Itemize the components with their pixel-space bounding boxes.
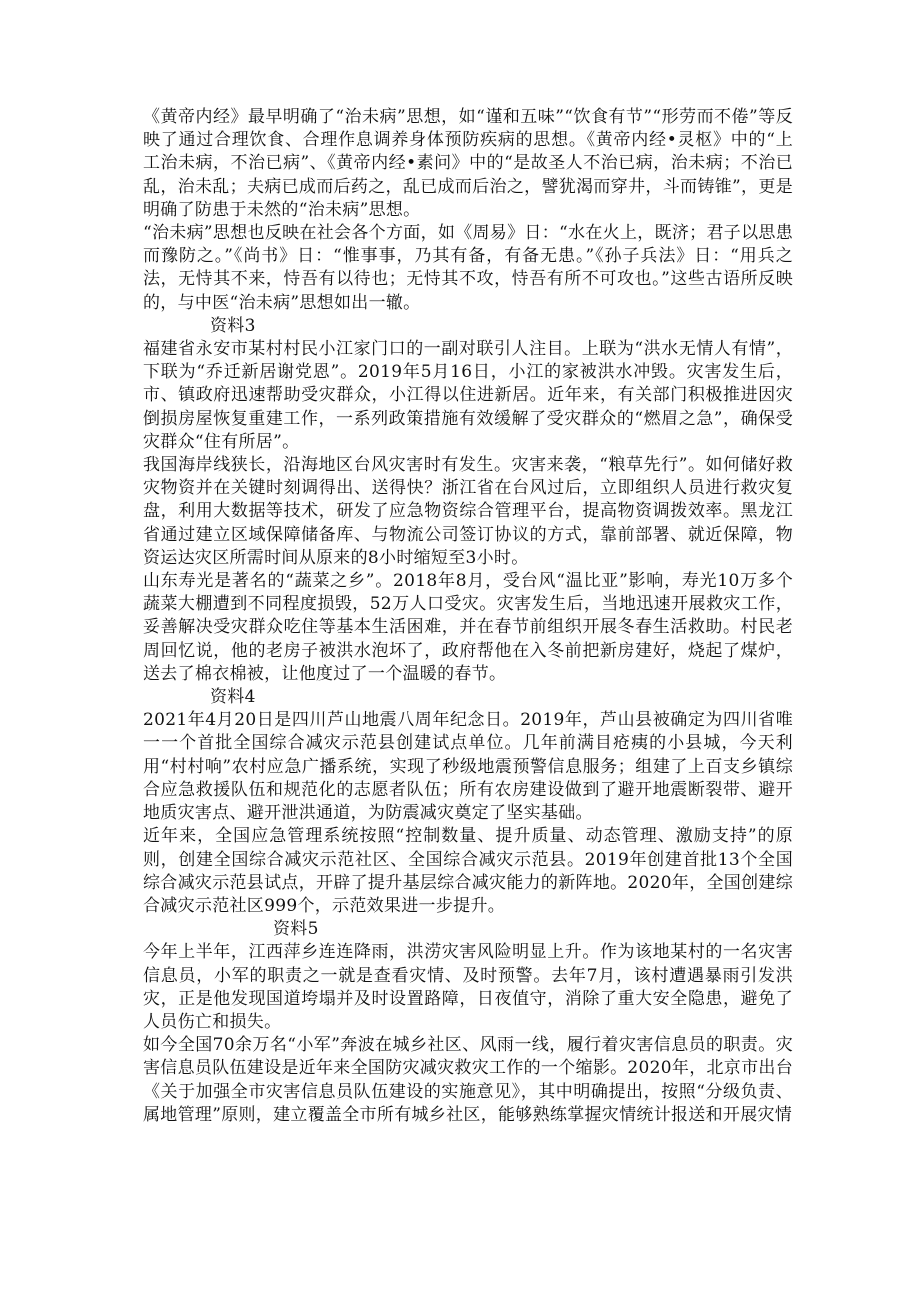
paragraph-typhoon-supplies: 我国海岸线狭长，沿海地区台风灾害时有发生。灾害来袭，“粮草先行”。如何储好救灾物资并在关键时刻调得出、送得快？浙江省在台风过后，立即组织人员进行救灾复盘，利用大数据等技术，研发了应急物资综合管理平台，提高物资调拨效率。黑龙江省通过建立区域保障储备库、与物流公司签订协议的方式，靠前部署、就近保障，物资运达灾区所需时间从原来的8小时缩短至3小时。 bbox=[143, 455, 793, 568]
paragraph-disaster-informants: 如今全国70余万名“小军”奔波在城乡社区、风雨一线，履行着灾害信息员的职责。灾害信息员队伍建设是近年来全国防灾减灾救灾工作的一个缩影。2020年，北京市出台《关于加强全市灾害信息员队伍建设的实施意见》，其中明确提出，按照“分级负责、属地管理”原则，建立覆盖全市所有城乡社区，能够熟练掌握灾情统计报送和开展灾情 bbox=[143, 1035, 793, 1125]
paragraph-huangdi-neijing: 《黄帝内经》最早明确了“治未病”思想，如“谨和五味”“饮食有节”“形劳而不倦”等反映了通过合理饮食、合理作息调养身体预防疾病的思想。《黄帝内经•灵枢》中的“上工治未病，不治已病”、《黄帝内经•素问》中的“是故圣人不治已病，治未病；不治已乱，治未乱；夫病已成而后药之，乱已成而后治之，譬犹渴而穿井，斗而铸锥”，更是明确了防患于未然的“治未病”思想。 bbox=[143, 107, 793, 220]
paragraph-fujian-yongan: 福建省永安市某村村民小江家门口的一副对联引人注目。上联为“洪水无情人有情”，下联为“乔迁新居谢党恩”。2019年5月16日，小江的家被洪水冲毁。灾害发生后，市、镇政府迅速帮助受灾群众，小江得以住进新居。近年来，有关部门积极推进因灾倒损房屋恢复重建工作，一系列政策措施有效缓解了受灾群众的“燃眉之急”，确保受灾群众“住有所居”。 bbox=[143, 339, 793, 452]
section-heading-material-5: 资料5 bbox=[273, 919, 319, 940]
paragraph-sichuan-lushan: 2021年4月20日是四川芦山地震八周年纪念日。2019年，芦山县被确定为四川省唯一一个首批全国综合减灾示范县创建试点单位。几年前满目疮痍的小县城，今天利用“村村响”农村应急广播系统，实现了秒级地震预警信息服务；组建了上百支乡镇综合应急救援队伍和规范化的志愿者队伍；所有农房建设做到了避开地震断裂带、避开地质灾害点、避开泄洪通道，为防震减灾奠定了坚实基础。 bbox=[143, 710, 793, 824]
paragraph-jiangxi-pingxiang: 今年上半年，江西萍乡连连降雨，洪涝灾害风险明显上升。作为该地某村的一名灾害信息员，小军的职责之一就是查看灾情、及时预警。去年7月，该村遭遇暴雨引发洪灾，正是他发现国道垮塌并及时设置路障，日夜值守，消除了重大安全隐患，避免了人员伤亡和损失。 bbox=[143, 942, 793, 1032]
paragraph-zhiweibing-society: “治未病”思想也反映在社会各个方面，如《周易》日：“水在火上，既济；君子以思患而豫防之。”《尚书》日：“惟事事，乃其有备，有备无患。”《孙子兵法》日：“用兵之法，无恃其不来，恃吾有以待也；无恃其不攻，恃吾有所不可攻也。”这些古语所反映的，与中医“治未病”思想如出一辙。 bbox=[143, 223, 793, 313]
section-heading-material-3: 资料3 bbox=[210, 315, 256, 336]
document-body bbox=[143, 106, 793, 1127]
section-heading-material-4: 资料4 bbox=[210, 687, 256, 708]
paragraph-shandong-shouguang: 山东寿光是著名的“蔬菜之乡”。2018年8月，受台风“温比亚”影响，寿光10万多个蔬菜大棚遭到不同程度损毁，52万人口受灾。灾害发生后，当地迅速开展救灾工作，妥善解决受灾群众吃住等基本生活困难，并在春节前组织开展冬春生活救助。村民老周回忆说，他的老房子被洪水泡坏了，政府帮他在入冬前把新房建好，烧起了煤炉，送去了棉衣棉被，让他度过了一个温暖的春节。 bbox=[143, 571, 793, 684]
paragraph-demonstration-communities: 近年来，全国应急管理系统按照“控制数量、提升质量、动态管理、激励支持”的原则，创建全国综合减灾示范社区、全国综合减灾示范县。2019年创建首批13个全国综合减灾示范县试点，开辟了提升基层综合减灾能力的新阵地。2020年，全国创建综合减灾示范社区999个，示范效果进一步提升。 bbox=[143, 826, 793, 916]
